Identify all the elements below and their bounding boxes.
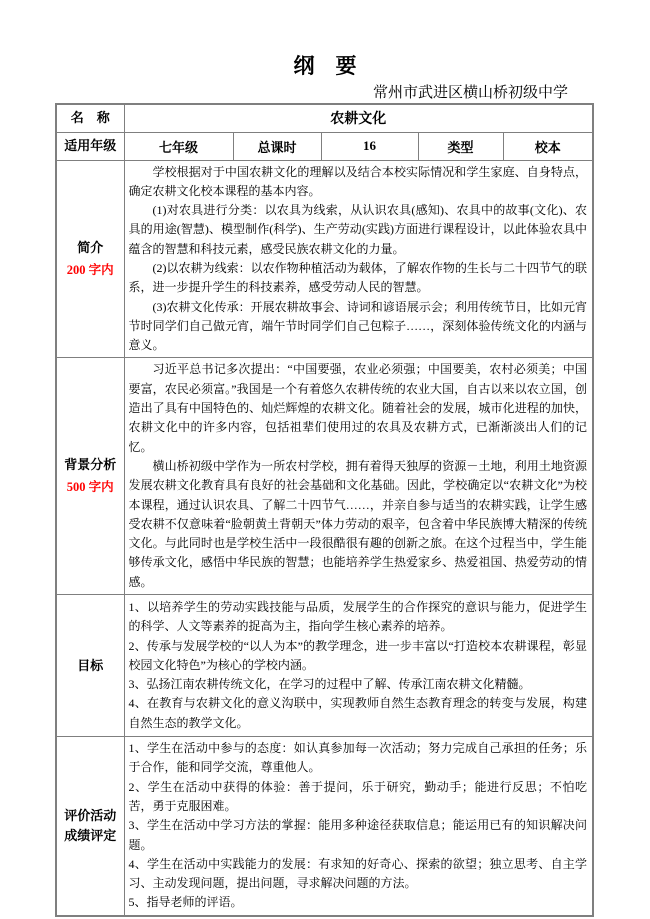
evaluation-item: 4、学生在活动中实践能力的发展：有求知的好奇心、探索的欲望；独立思考、自主学习、主动发现问题，提出问题，寻求解决问题的方法。 — [128, 856, 588, 891]
goals-label: 目标 — [56, 595, 124, 737]
school-name: 常州市武进区横山桥初级中学 — [372, 85, 568, 101]
intro-label-cell — [56, 160, 124, 358]
intro-paragraph: 学校根据对于中国农耕文化的理解以及结合本校实际情况和学生家庭、自身特点，确定农耕文化校本课程的基本内容。 — [128, 164, 588, 198]
intro-word-limit: 200 字内 — [66, 262, 114, 277]
background-paragraph: 横山桥初级中学作为一所农村学校，拥有着得天独厚的资源－土地，利用土地资源发展农耕文化教育具有良好的社会基础和文化基础。因此，学校确定以“农耕文化”为校本课程，通过认识农具、了解二十四节气……，并亲自参与适当的农耕实践，让学生感受农耕不仅意味着“脸朝黄土背朝天”体力劳动的艰辛，包含着中华民族博大精深的传统文化。与此同时也是学校生活中一段很酷很有趣的创新之旅。在这个过程当中，学生能够传承文化，感悟中华民族的智慧；也能培养学生热爱家乡、热爱祖国、热爱劳动的情感。 — [128, 458, 588, 589]
outline-table — [55, 103, 594, 917]
intro-content — [124, 160, 593, 358]
evaluation-label-cell — [56, 737, 124, 916]
hours-value: 16 — [321, 132, 418, 160]
intro-paragraph: (3)农耕文化传承：开展农耕故事会、诗词和谚语展示会；利用传统节日，比如元宵节时同学们自己做元宵，端午节时同学们自己包粽子……，深刻体验传统文化的内涵与意义。 — [128, 299, 588, 353]
goal-item: 4、在教育与农耕文化的意义沟联中，实现教师自然生态教育理念的转变与发展，构建自然生态的教学文化。 — [128, 696, 588, 730]
hours-label: 总课时 — [233, 132, 321, 160]
type-label: 类型 — [418, 132, 503, 160]
goal-item: 2、传承与发展学校的“以人为本”的教学理念，进一步丰富以“打造校本农耕课程，彰显校园文化特色”为核心的学校内涵。 — [128, 638, 588, 672]
grade-value: 七年级 — [124, 132, 233, 160]
row-evaluation — [56, 737, 593, 916]
evaluation-item: 1、学生在活动中参与的态度：如认真参加每一次活动；努力完成自己承担的任务；乐于合作，能和同学交流，尊重他人。 — [128, 741, 588, 775]
goals-content — [124, 595, 593, 737]
background-label-cell — [56, 358, 124, 595]
background-content — [124, 358, 593, 595]
background-paragraph: 习近平总书记多次提出：“中国要强，农业必须强；中国要美，农村必须美；中国要富，农民必须富。”我国是一个有着悠久农耕传统的农业大国，自古以来以农立国，创造出了具有中国特色的、灿烂辉煌的农耕文化。随着社会的发展，城市化进程的加快，农耕文化中的许多内容，包括祖辈们使用过的农具及农耕方式，已渐渐淡出人们的记忆。 — [128, 362, 588, 454]
type-value: 校本 — [503, 132, 593, 160]
intro-label: 简介 — [77, 239, 104, 255]
goal-item: 3、弘扬江南农耕传统文化，在学习的过程中了解、传承江南农耕文化精髓。 — [128, 677, 531, 692]
row-meta — [56, 132, 593, 160]
goal-item: 1、以培养学生的劳动实践技能与品质，发展学生的合作探究的意识与能力，促进学生的科学、人文等素养的捉高为主，指向学生核心素养的培养。 — [128, 599, 588, 634]
row-goals — [56, 595, 593, 737]
row-background — [56, 358, 593, 595]
background-word-limit: 500 字内 — [66, 480, 114, 495]
row-name — [56, 104, 593, 132]
intro-paragraph: (1)对农具进行分类：以农具为线索，从认识农具(感知)、农具中的故事(文化)、农具的用途(智慧)、模型制作(科学)、生产劳动(实践)方面进行课程设计，以此体验农具中蕴含的智慧和科技元素，感受民族农耕文化的力量。 — [128, 203, 588, 256]
evaluation-item: 3、学生在活动中学习方法的掌握：能用多种途径获取信息；能运用已有的知识解决问题。 — [128, 818, 588, 852]
evaluation-content — [124, 737, 593, 916]
evaluation-label-line2: 成绩评定 — [64, 827, 117, 843]
grade-label: 适用年级 — [56, 132, 124, 160]
evaluation-item: 2、学生在活动中获得的体验：善于提问，乐于研究，勤动手；能进行反思；不怕吃苦，勇于克服困难。 — [128, 779, 588, 813]
background-label: 背景分析 — [64, 457, 117, 473]
name-label: 名 称 — [56, 104, 124, 132]
evaluation-label-line1: 评价活动 — [64, 807, 117, 823]
evaluation-item: 5、指导老师的评语。 — [128, 895, 243, 910]
document-title: 纲 要 — [293, 54, 357, 78]
row-intro — [56, 160, 593, 358]
intro-paragraph: (2)以农耕为线索：以农作物种植活动为载体，了解农作物的生长与二十四节气的联系，进一步提升学生的科技素养，感受劳动人民的智慧。 — [128, 260, 588, 295]
name-value: 农耕文化 — [124, 104, 593, 132]
